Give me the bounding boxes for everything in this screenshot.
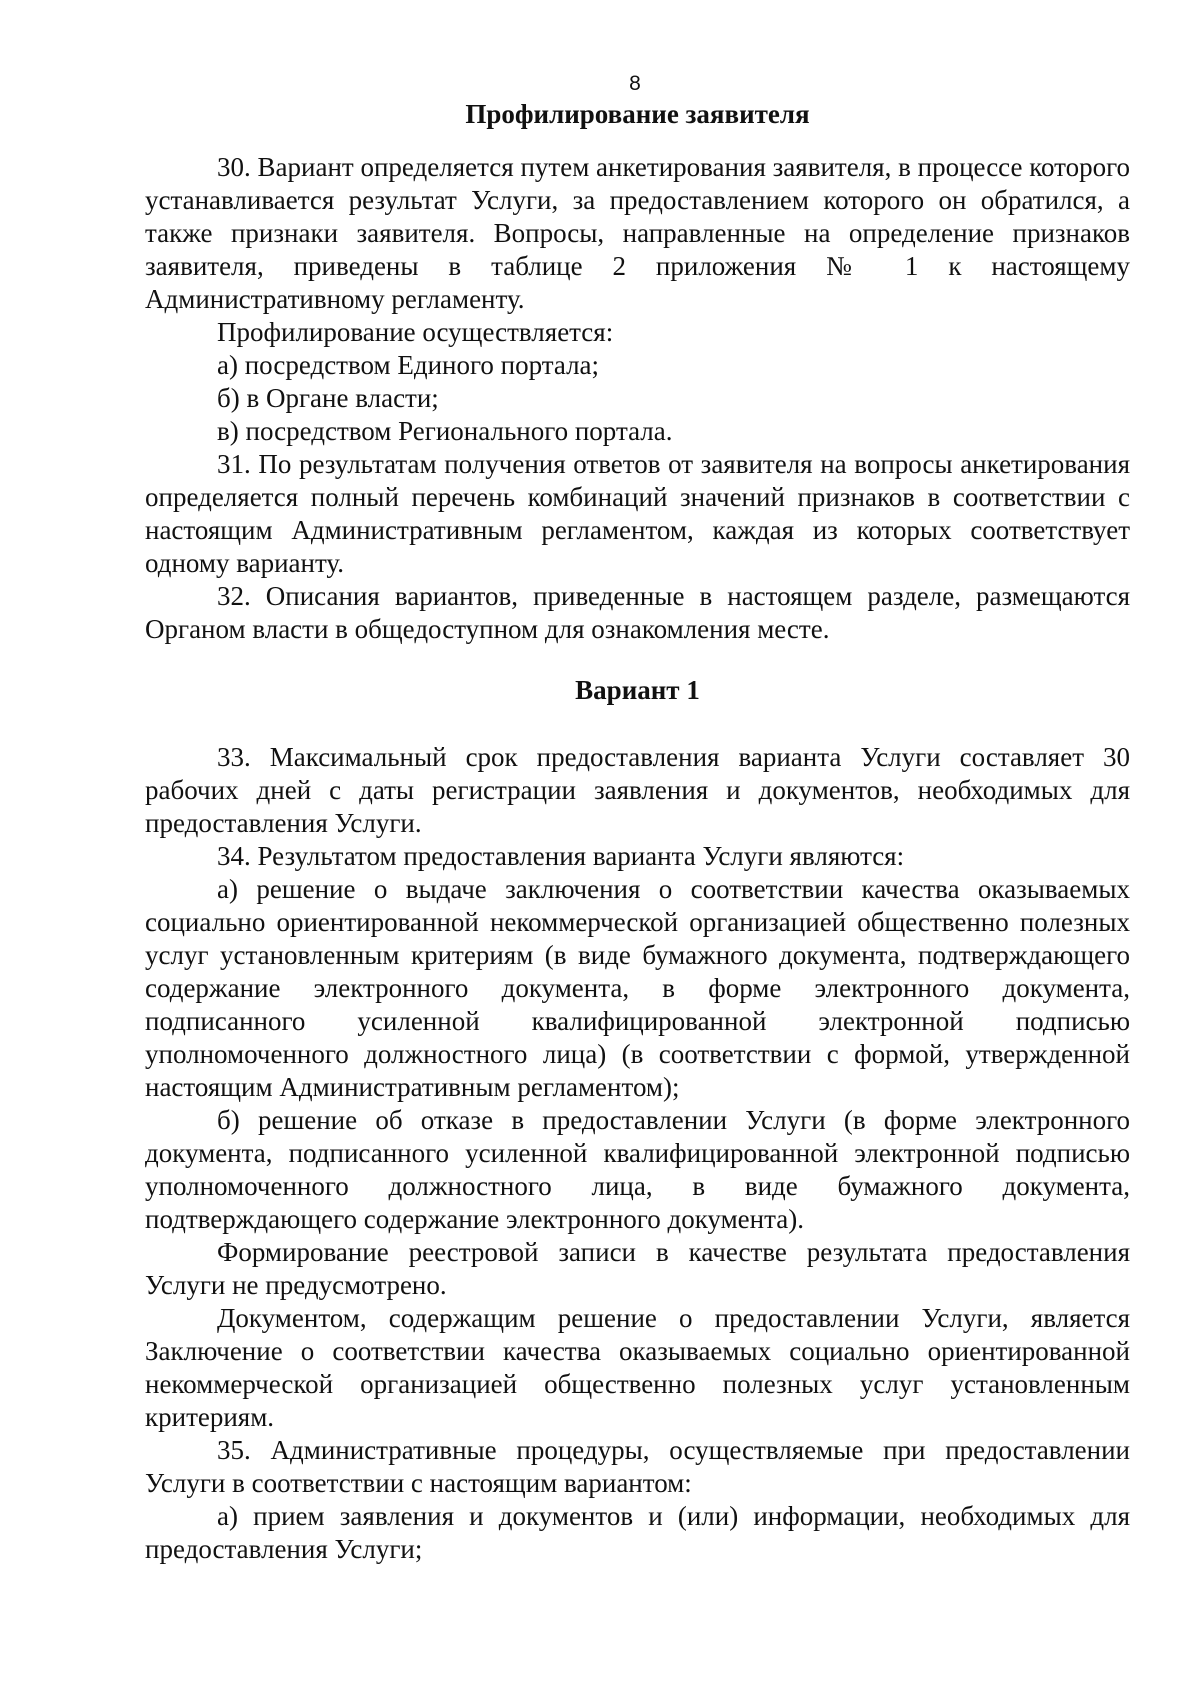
page-number: 8 <box>629 72 641 95</box>
paragraph-33: 33. Максимальный срок предоставления варианта Услуги составляет 30 рабочих дней с даты регистрации заявления и документов, необходимых для предоставления Услуги. <box>145 742 1130 838</box>
spacer <box>145 131 1130 151</box>
paragraph-35: 35. Административные процедуры, осуществляемые при предоставлении Услуги в соответствии с настоящим вариантом: <box>145 1435 1130 1498</box>
result-item-a: а) решение о выдаче заключения о соответствии качества оказываемых социально ориентированной некоммерческой организацией общественно полезных услуг установленным критериям (в виде бумажного документа, подтверждающего содержание электронного документа, в форме электронного документа, подписанного усиленной квалифицированной электронной подписью уполномоченного должностного лица) (в соответствии с формой, утвержденной настоящим Административным регламентом); <box>145 874 1130 1102</box>
paragraph-34: 34. Результатом предоставления варианта Услуги являются: <box>217 841 905 871</box>
paragraph-32: 32. Описания вариантов, приведенные в настоящем разделе, размещаются Органом власти в общедоступном для ознакомления месте. <box>145 581 1130 644</box>
paragraph-decision-document: Документом, содержащим решение о предоставлении Услуги, является Заключение о соответствии качества оказываемых социально ориентированной некоммерческой организацией общественно полезных услуг установленным критериям. <box>145 1303 1130 1432</box>
document-body <box>145 98 1130 1566</box>
list-item-b: б) в Органе власти; <box>217 383 439 413</box>
list-item-v: в) посредством Регионального портала. <box>217 416 673 446</box>
procedure-item-a: а) прием заявления и документов и (или) информации, необходимых для предоставления Услуги; <box>145 1501 1130 1564</box>
list-item-a: а) посредством Единого портала; <box>217 350 600 380</box>
paragraph-30: 30. Вариант определяется путем анкетирования заявителя, в процессе которого устанавливается результат Услуги, за предоставлением которого он обратился, а также признаки заявителя. Вопросы, направленные на определение признаков заявителя, приведены в таблице 2 приложения № 1 к настоящему Административному регламенту. <box>145 152 1130 314</box>
paragraph-31: 31. По результатам получения ответов от заявителя на вопросы анкетирования определяется полный перечень комбинаций значений признаков в соответствии с настоящим Административным регламентом, каждая из которых соответствует одному варианту. <box>145 449 1130 578</box>
section-heading-variant-1: Вариант 1 <box>575 675 700 705</box>
section-heading-profiling: Профилирование заявителя <box>465 99 810 129</box>
result-item-b: б) решение об отказе в предоставлении Услуги (в форме электронного документа, подписанного усиленной квалифицированной электронной подписью уполномоченного должностного лица, в виде бумажного документа, подтверждающего содержание электронного документа). <box>145 1105 1130 1234</box>
paragraph-profiling-intro: Профилирование осуществляется: <box>217 317 614 347</box>
paragraph-registry-record: Формирование реестровой записи в качестве результата предоставления Услуги не предусмотрено. <box>145 1237 1130 1300</box>
